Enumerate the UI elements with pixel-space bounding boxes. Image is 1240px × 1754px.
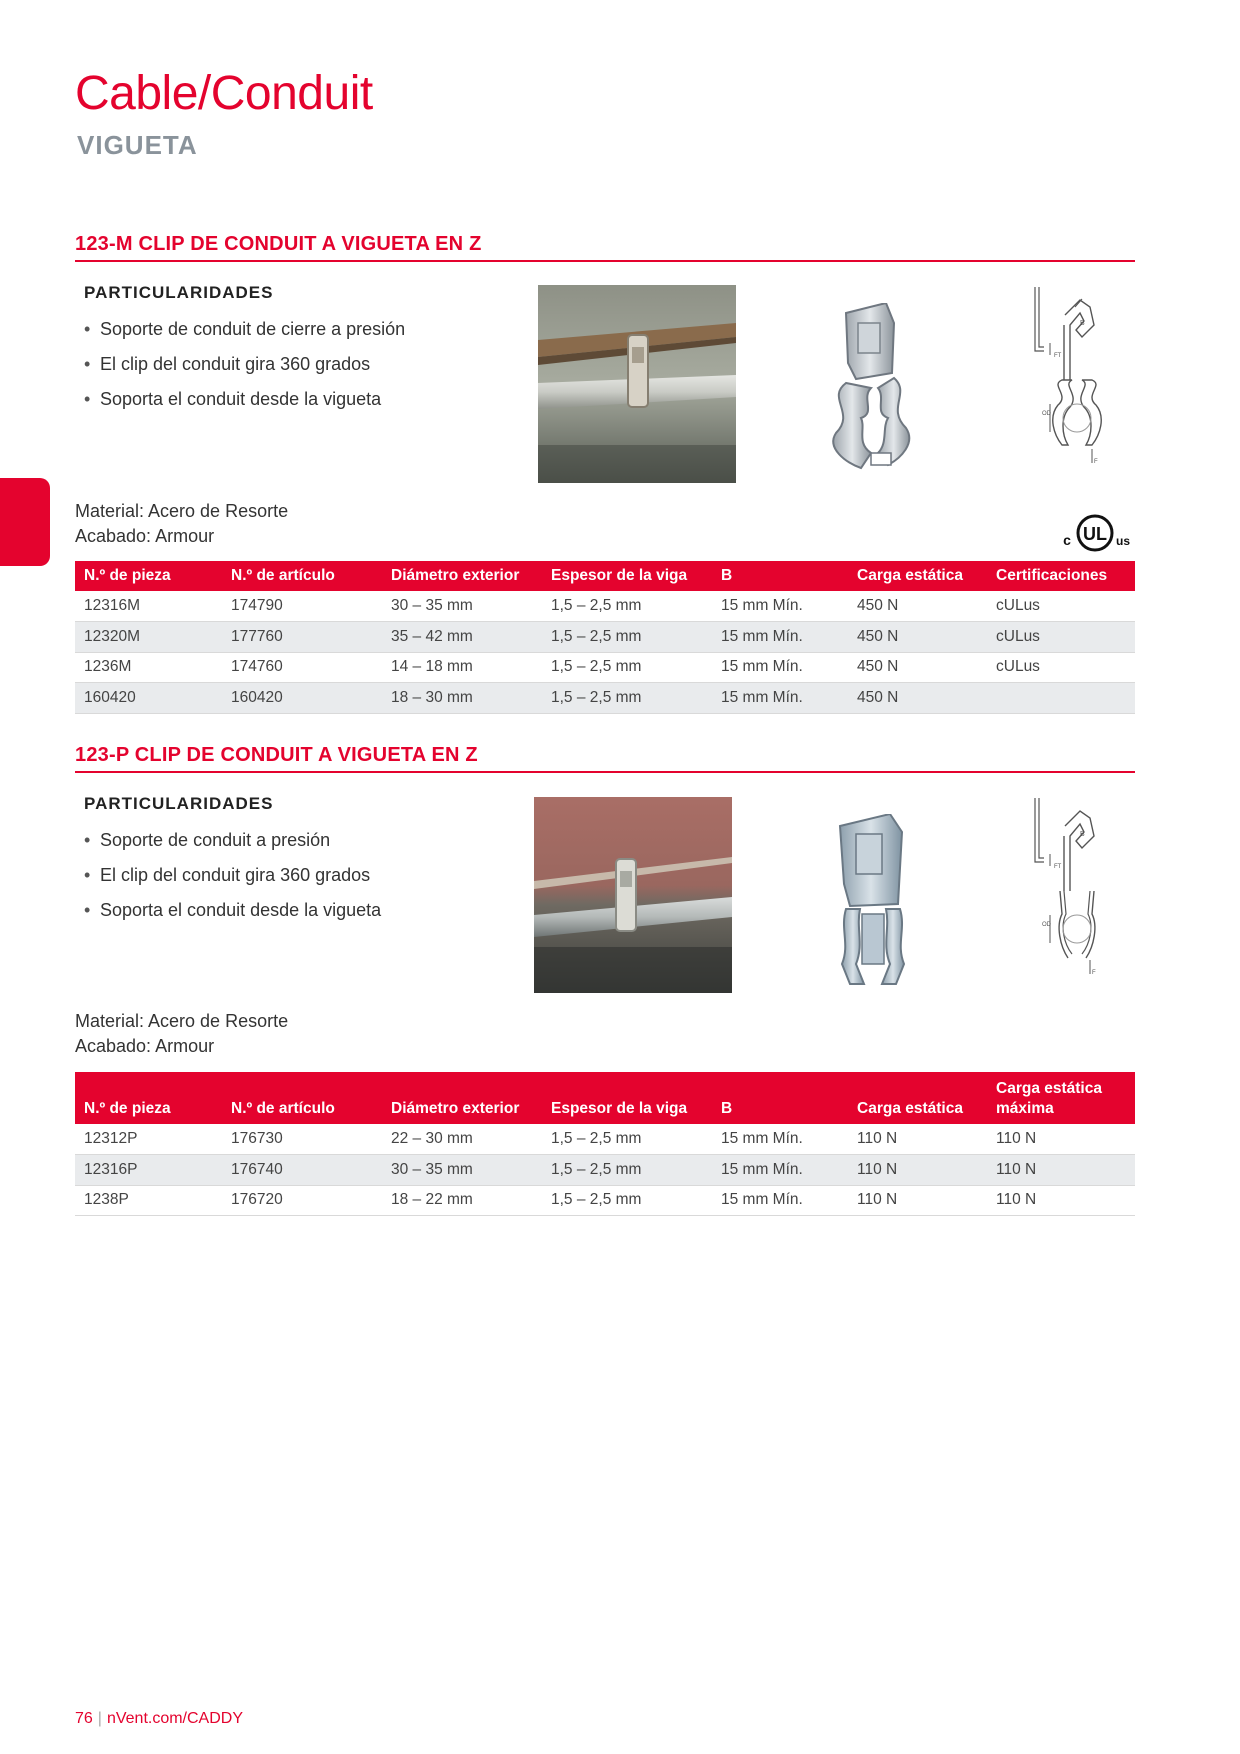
table-cell: 18 – 22 mm: [382, 1185, 542, 1216]
product-section-123m: [75, 233, 1135, 723]
col-header: Diámetro exterior: [382, 1072, 542, 1124]
table-cell: 110 N: [987, 1155, 1135, 1186]
section-tab-marker: [0, 478, 50, 566]
col-header: B: [712, 561, 848, 591]
table-cell: 12312P: [75, 1124, 222, 1155]
table-cell: 450 N: [848, 652, 987, 683]
table-row: [75, 1155, 1135, 1186]
finish-text: Acabado: Armour: [75, 1036, 215, 1056]
table-cell: 30 – 35 mm: [382, 1155, 542, 1186]
table-cell: [987, 683, 1135, 714]
col-header: N.º de artículo: [222, 561, 382, 591]
table-cell: cULus: [987, 622, 1135, 653]
table-cell: 22 – 30 mm: [382, 1124, 542, 1155]
feature-item: • El clip del conduit gira 360 grados: [84, 353, 405, 388]
table-cell: 176740: [222, 1155, 382, 1186]
table-cell: 176730: [222, 1124, 382, 1155]
table-cell: 1,5 – 2,5 mm: [542, 1124, 712, 1155]
features-list: [84, 829, 381, 934]
feature-item: • Soporta el conduit desde la vigueta: [84, 899, 381, 934]
drawing-label-b: B: [1080, 320, 1085, 327]
page-title: Cable/Conduit: [75, 67, 373, 120]
ul-certification-logo: [1055, 513, 1135, 553]
drawing-label-ft: FT: [1054, 864, 1062, 870]
table-cell: 15 mm Mín.: [712, 1185, 848, 1216]
table-row: [75, 1185, 1135, 1216]
footer-url-link[interactable]: nVent.com/CADDY: [106, 1710, 244, 1727]
table-row: [75, 1124, 1135, 1155]
table-cell: 110 N: [987, 1185, 1135, 1216]
ul-logo-center: UL: [1083, 524, 1107, 544]
col-header: Espesor de la viga: [542, 1072, 712, 1124]
material-info: [75, 1009, 288, 1059]
features-title: PARTICULARIDADES: [84, 794, 274, 813]
table-cell: 35 – 42 mm: [382, 622, 542, 653]
features-list: [84, 318, 405, 423]
table-cell: 450 N: [848, 683, 987, 714]
col-header: Espesor de la viga: [542, 561, 712, 591]
table-cell: 176720: [222, 1185, 382, 1216]
installation-photo: [538, 285, 736, 483]
page-number: 76: [75, 1710, 93, 1727]
table-row: [75, 591, 1135, 622]
ul-logo-right: us: [1115, 534, 1131, 548]
table-row: [75, 622, 1135, 653]
table-cell: 1238P: [75, 1185, 222, 1216]
table-cell: 15 mm Mín.: [712, 1124, 848, 1155]
drawing-label-od: OD: [1042, 411, 1051, 417]
table-cell: 18 – 30 mm: [382, 683, 542, 714]
material-text: Material: Acero de Resorte: [75, 1011, 289, 1031]
table-cell: 15 mm Mín.: [712, 652, 848, 683]
table-row: [75, 652, 1135, 683]
technical-drawing: [1020, 285, 1140, 485]
table-cell: 1,5 – 2,5 mm: [542, 652, 712, 683]
installation-photo: [534, 797, 732, 993]
table-cell: 12316P: [75, 1155, 222, 1186]
table-cell: 14 – 18 mm: [382, 652, 542, 683]
specs-table: [75, 1072, 1135, 1216]
table-cell: 15 mm Mín.: [712, 622, 848, 653]
col-header: N.º de pieza: [75, 561, 222, 591]
table-cell: 110 N: [848, 1155, 987, 1186]
footer-separator: |: [97, 1710, 102, 1727]
table-cell: 12320M: [75, 622, 222, 653]
table-cell: 110 N: [848, 1185, 987, 1216]
table-cell: 1,5 – 2,5 mm: [542, 1155, 712, 1186]
table-cell: 1,5 – 2,5 mm: [542, 591, 712, 622]
table-cell: 160420: [75, 683, 222, 714]
material-info: [75, 499, 288, 549]
finish-text: Acabado: Armour: [75, 526, 215, 546]
feature-item: • Soporte de conduit a presión: [84, 829, 381, 864]
ul-logo-left: c: [1063, 532, 1071, 548]
table-cell: 177760: [222, 622, 382, 653]
table-cell: 15 mm Mín.: [712, 591, 848, 622]
col-header: Carga estática: [848, 561, 987, 591]
clip-product-image: [816, 303, 926, 475]
drawing-label-f: F: [1092, 970, 1096, 976]
table-header-row: [75, 561, 1135, 591]
specs-table: [75, 561, 1135, 714]
col-header: B: [712, 1072, 848, 1124]
section-heading: 123-P CLIP DE CONDUIT A VIGUETA EN Z: [75, 744, 1135, 773]
features-title: PARTICULARIDADES: [84, 283, 274, 302]
table-cell: 15 mm Mín.: [712, 1155, 848, 1186]
table-cell: 110 N: [848, 1124, 987, 1155]
table-cell: 1236M: [75, 652, 222, 683]
table-cell: cULus: [987, 652, 1135, 683]
technical-drawing: [1020, 796, 1140, 996]
table-cell: 174790: [222, 591, 382, 622]
drawing-label-ft: FT: [1054, 353, 1062, 359]
page-footer: [75, 1710, 243, 1728]
table-cell: 110 N: [987, 1124, 1135, 1155]
col-header: Diámetro exterior: [382, 561, 542, 591]
drawing-label-f: F: [1094, 459, 1098, 465]
table-row: [75, 683, 1135, 714]
material-text: Material: Acero de Resorte: [75, 501, 289, 521]
table-cell: 1,5 – 2,5 mm: [542, 1185, 712, 1216]
feature-item: • El clip del conduit gira 360 grados: [84, 864, 381, 899]
page-subtitle: VIGUETA: [77, 130, 198, 160]
col-header: Carga estática: [848, 1072, 987, 1124]
table-cell: 30 – 35 mm: [382, 591, 542, 622]
table-cell: 450 N: [848, 622, 987, 653]
drawing-label-od: OD: [1042, 922, 1051, 928]
col-header: Certificaciones: [987, 561, 1135, 591]
col-header: N.º de pieza: [75, 1072, 222, 1124]
table-cell: 12316M: [75, 591, 222, 622]
table-cell: 160420: [222, 683, 382, 714]
table-header-row: [75, 1072, 1135, 1124]
product-section-123p: [75, 744, 1135, 1224]
feature-item: • Soporte de conduit de cierre a presión: [84, 318, 405, 353]
table-cell: 450 N: [848, 591, 987, 622]
table-cell: 1,5 – 2,5 mm: [542, 622, 712, 653]
table-cell: cULus: [987, 591, 1135, 622]
drawing-label-b: B: [1080, 831, 1085, 838]
table-cell: 1,5 – 2,5 mm: [542, 683, 712, 714]
table-cell: 174760: [222, 652, 382, 683]
section-heading: 123-M CLIP DE CONDUIT A VIGUETA EN Z: [75, 233, 1135, 262]
col-header: Carga estática máxima: [987, 1072, 1135, 1124]
table-cell: 15 mm Mín.: [712, 683, 848, 714]
col-header: N.º de artículo: [222, 1072, 382, 1124]
clip-product-image: [820, 814, 930, 989]
feature-item: • Soporta el conduit desde la vigueta: [84, 388, 405, 423]
